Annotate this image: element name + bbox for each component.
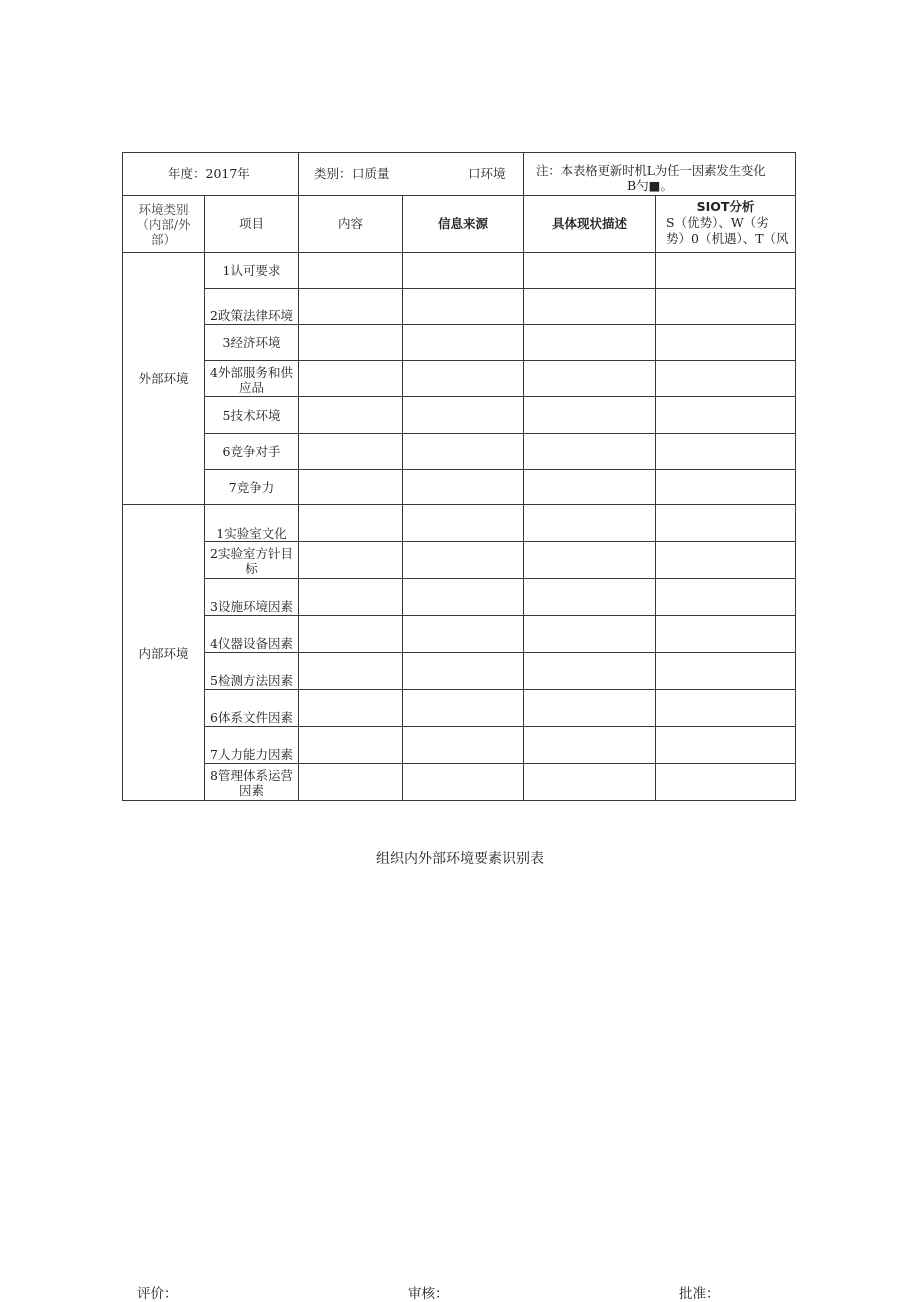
item-cell xyxy=(205,365,298,395)
col-header-env-type-line2: （内部/外 xyxy=(136,217,191,232)
year-label: 年度：2017年 xyxy=(168,166,250,181)
category-label: 类别： xyxy=(314,166,352,181)
col-header-swot-line1: S（优势）、W（劣 xyxy=(666,215,769,230)
environment-checkbox[interactable]: 口环境 xyxy=(468,166,506,181)
row-line xyxy=(204,433,796,434)
item-cell: 6竞争对手 xyxy=(222,444,281,459)
header-cell-divider-1 xyxy=(298,152,299,196)
row-line xyxy=(204,288,796,289)
item-cell-line1: 4外部服务和供 xyxy=(210,365,293,380)
row-line xyxy=(204,763,796,764)
col-header-info-source: 信息来源 xyxy=(437,216,488,231)
update-note-line1: 注：本表格更新时机L为任一因素发生变化 xyxy=(536,163,766,178)
group-internal-label: 内部环境 xyxy=(138,646,189,661)
item-cell: 1实验室文化 xyxy=(216,526,287,541)
row-line xyxy=(204,396,796,397)
item-cell-line1: 2实验室方针目 xyxy=(210,546,293,561)
item-cell xyxy=(205,768,298,798)
item-cell-line2: 标 xyxy=(245,561,258,576)
col-header-swot-line2: 势）0（机遇）、T（风 xyxy=(666,231,789,246)
col-header-env-type xyxy=(123,202,204,247)
col-header-item: 项目 xyxy=(238,216,264,231)
item-cell: 5检测方法因素 xyxy=(210,673,293,688)
row-line xyxy=(204,324,796,325)
item-cell: 3设施环境因素 xyxy=(210,599,293,614)
approve-label: 批准： xyxy=(679,1286,720,1302)
update-note-line2: B勺■。 xyxy=(627,178,673,193)
item-cell: 2政策法律环境 xyxy=(210,308,293,323)
table-right-border xyxy=(795,152,796,801)
col-header-content: 内容 xyxy=(337,216,363,231)
item-cell: 7竞争力 xyxy=(228,480,275,495)
col-header-env-type-line1: 环境类别 xyxy=(138,202,189,217)
item-cell: 4仪器设备因素 xyxy=(210,636,293,651)
col-header-env-type-line3: 部） xyxy=(150,232,176,247)
row-line xyxy=(204,469,796,470)
item-cell: 7人力能力因素 xyxy=(210,747,293,762)
audit-label: 审核： xyxy=(408,1286,449,1302)
group-external-label: 外部环境 xyxy=(138,371,189,386)
table-caption: 组织内外部环境要素识别表 xyxy=(376,851,544,867)
row-line xyxy=(204,726,796,727)
item-cell: 6体系文件因素 xyxy=(210,710,293,725)
item-cell: 3经济环境 xyxy=(222,335,281,350)
row-line xyxy=(204,360,796,361)
row-line xyxy=(204,541,796,542)
row-line xyxy=(204,689,796,690)
item-cell: 5技术环境 xyxy=(222,408,281,423)
quality-checkbox[interactable]: 口质量 xyxy=(352,166,390,181)
col-header-swot-title: SIOT分析 xyxy=(696,199,755,214)
header-divider xyxy=(122,195,796,196)
row-line xyxy=(204,578,796,579)
item-cell xyxy=(205,546,298,576)
col-header-swot xyxy=(656,199,795,247)
table-bottom-border xyxy=(122,800,796,801)
col-divider-content xyxy=(402,195,403,801)
item-cell-line2: 应品 xyxy=(238,380,264,395)
item-cell-line1: 8管理体系运营 xyxy=(210,768,293,783)
column-header-divider xyxy=(122,252,796,253)
col-divider-item xyxy=(298,195,299,801)
header-cell-divider-2 xyxy=(523,152,524,196)
review-label: 评价： xyxy=(137,1286,178,1302)
col-header-current-status: 具体现状描述 xyxy=(551,216,627,231)
col-divider-source xyxy=(523,195,524,801)
col-divider-status xyxy=(655,195,656,801)
row-line xyxy=(204,615,796,616)
item-cell: 1认可要求 xyxy=(222,263,281,278)
table-top-border xyxy=(122,152,796,153)
group-divider xyxy=(122,504,796,505)
item-cell-line2: 因素 xyxy=(238,783,264,798)
table-left-border xyxy=(122,152,123,801)
row-line xyxy=(204,652,796,653)
